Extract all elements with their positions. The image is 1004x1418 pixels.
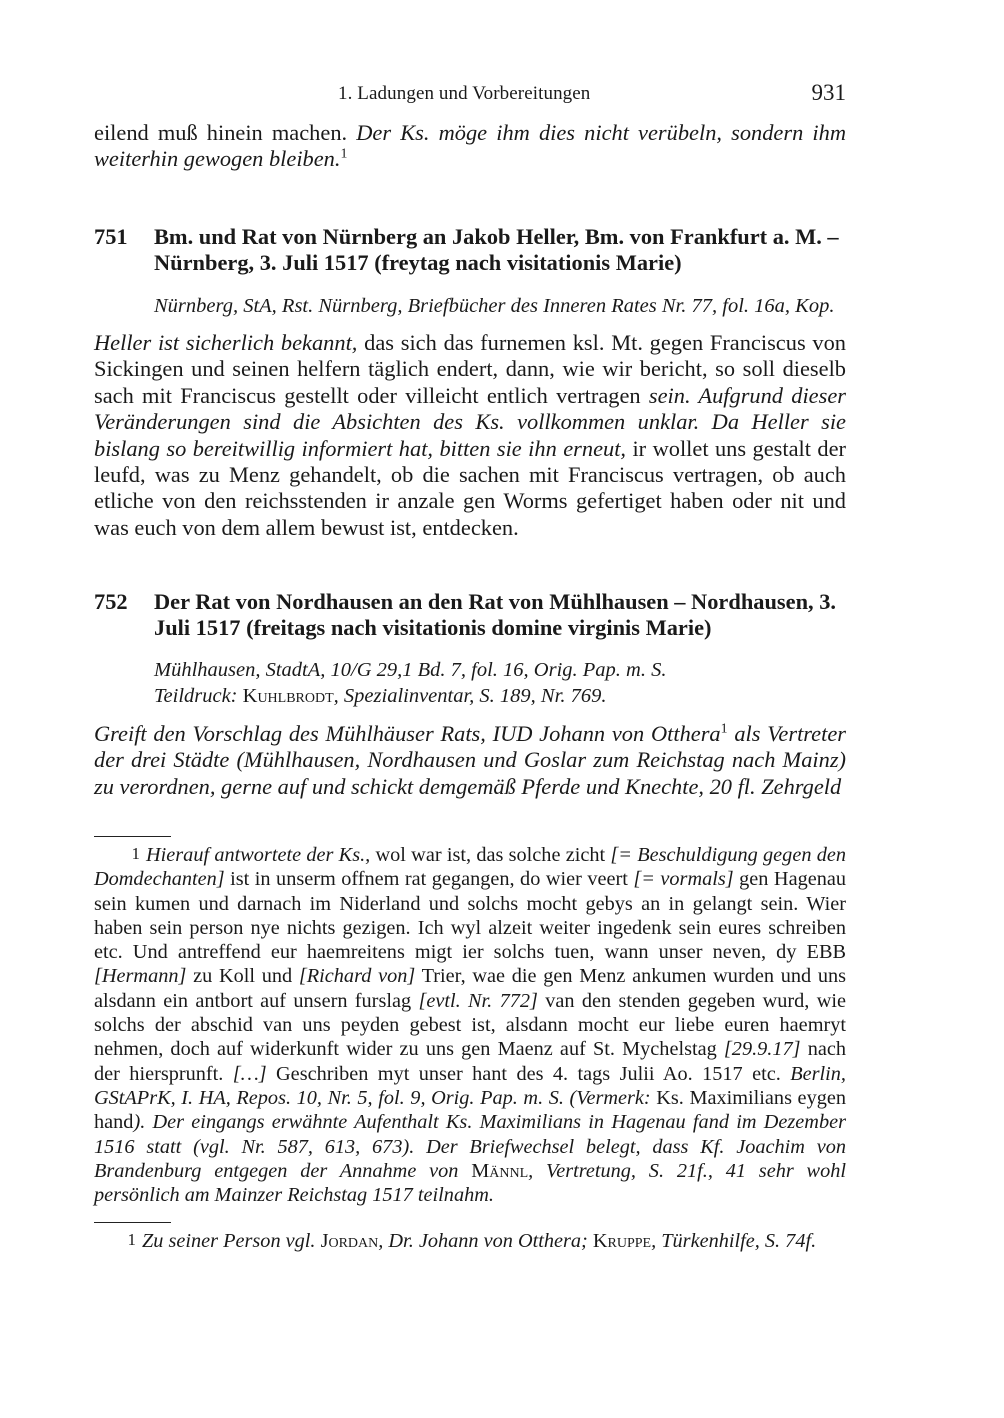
intro-paragraph <box>94 120 846 173</box>
footnote-ref: 1 <box>340 146 348 162</box>
fn-italic: Berlin, GStAPrK, I. HA, Repos. 10, Nr. 5, fol. 9, Orig. Pap. m. S. (Vermerk: <box>94 1062 846 1109</box>
doc-number: 752 <box>94 589 128 614</box>
author-name: Kuhlbrodt <box>242 685 334 707</box>
doc-title: Bm. und Rat von Nürnberg an Jakob Heller, Bm. von Frankfurt a. M. – Nürnberg, 3. Juli 1517 (freytag nach visitationis Marie) <box>154 224 839 276</box>
fn-italic: Zu seiner Person vgl. <box>142 1230 321 1252</box>
footnote-1 <box>94 842 846 1207</box>
fn-italic: [= Beschuldigung gegen den Domdechanten] <box>94 844 847 891</box>
fn-italic: [Richard von] <box>298 965 416 988</box>
fn-text: wol war ist, das solche zicht <box>370 844 611 866</box>
footnote-mark: 1 <box>127 1230 136 1249</box>
footnote-rule <box>94 1222 171 1223</box>
regest-italic: Greift den Vorschlag des Mühlhäuser Rats, IUD Johann von Otthera <box>94 721 721 746</box>
running-title: 1. Ladungen und Vorbereitungen <box>338 83 591 104</box>
regest-italic: als Vertreter der drei Städte (Mühlhausen, Nordhausen und Goslar zum Reichstag nach Mainz) zu verordnen, gerne auf und schickt demgemäß Pferde und Knechte, 20 fl. Zehrgeld <box>94 721 846 799</box>
quote-text: ir wollet uns gestalt der leufd, was zu Menz gehandelt, ob die sachen mit Franciscus vertragen, ob auch etliche von den reichsstenden ir anzale gen Worms gefertiget haben oder nit und was euch von dem allem bewust ist, entdecken. <box>94 435 846 540</box>
running-header <box>94 80 846 108</box>
fn-italic: [= vormals] <box>633 868 734 891</box>
fn-italic: , Dr. Johann von Otthera; <box>378 1230 593 1252</box>
author-name: Männl <box>471 1159 529 1182</box>
author-name: Kruppe <box>592 1230 652 1252</box>
doc-number: 751 <box>94 224 128 249</box>
doc-752-paragraph <box>94 721 846 800</box>
source-rest: , Spezialinventar, S. 189, Nr. 769. <box>333 685 607 707</box>
fn-italic: , Türkenhilfe, S. 74f. <box>651 1230 817 1252</box>
source-line <box>154 683 846 709</box>
footnote-ref: 1 <box>720 721 728 737</box>
page-number: 931 <box>811 80 846 105</box>
fn-text: zu Koll und <box>186 965 299 988</box>
source-line: Mühlhausen, StadtA, 10/G 29,1 Bd. 7, fol. 16, Orig. Pap. m. S. <box>154 659 667 681</box>
fn-italic: [Hermann] <box>94 965 187 988</box>
fn-text: nach der hiersprunft. <box>94 1038 846 1085</box>
doc-751-paragraph <box>94 330 846 541</box>
fn-text: van den stenden gegeben wurd, wie solchs der abschid van uns peyden gebest ist, alsdann mocht eur liebe euren haemryt nehmen, doch auf widerkunft wider zu uns gen Maenz auf St. Mychelstag <box>94 989 846 1061</box>
footnote-body <box>94 844 846 1206</box>
footnote-2 <box>94 1228 846 1253</box>
fn-italic: Hierauf antwortete der Ks., <box>146 844 371 866</box>
fn-italic: [evtl. Nr. 772] <box>418 989 538 1012</box>
fn-text: Geschriben myt unser hant des 4. tags Julii Ao. 1517 etc. <box>266 1062 791 1085</box>
fn-text: Ks. Maximilians eygen hand <box>94 1086 846 1134</box>
footnote-mark: 1 <box>131 844 140 863</box>
author-name: Jordan <box>320 1230 379 1252</box>
regest-italic: sein. Aufgrund dieser Veränderungen sind die Absichten des Ks. vollkommen unklar. Da Heller sie bislang so bereitwillig informiert hat, bitten sie ihn erneut, <box>94 382 846 461</box>
doc-751-source: Nürnberg, StA, Rst. Nürnberg, Briefbücher des Inneren Rates Nr. 77, fol. 16a, Kop. <box>154 295 835 317</box>
fn-text: gen Hagenau sein kumen und darnach im Niderland und solchs mocht gebys an in gelangt sein. Wier haben sein person nye nichts gezigen. Ich wyl alzeit weiter ingedenk sein eures schreiben etc. Und antreffend eur haemreitens migt ier solchs tuen, wann unser neven, dy EBB <box>94 868 846 964</box>
doc-title: Der Rat von Nordhausen an den Rat von Mühlhausen – Nordhausen, 3. Juli 1517 (freitags nach visitationis domine virginis Marie) <box>154 589 837 641</box>
fn-italic: […] <box>232 1062 267 1085</box>
quote-text: das sich das furnemen ksl. Mt. gegen Franciscus von Sickingen und seinen helfern täglich endert, dann, wie wir bericht, so soll dieselb sach mit Franciscus gestellt oder villeicht entlich vertragen <box>94 330 846 408</box>
fn-italic: ). Der eingangs erwähnte Aufenthalt Ks. Maximilians in Hagenau fand im Dezember 1516 statt (vgl. Nr. 587, 613, 673). Der Briefwechsel belegt, dass Kf. Joachim von Brandenburg entgegen der Annahme von <box>94 1111 846 1182</box>
footnote-rule <box>94 836 171 837</box>
intro-italic: Der Ks. möge ihm dies nicht verübeln, sondern ihm weiterhin gewogen bleiben. <box>94 120 846 172</box>
source-label: Teildruck: <box>154 685 243 707</box>
fn-italic: , Vertretung, S. 21f., 41 sehr wohl persönlich am Mainzer Reichstag 1517 teilnahm. <box>94 1159 846 1207</box>
regest-italic: Heller ist sicherlich bekannt, <box>94 330 358 355</box>
fn-text: Trier, wae die gen Menz ankumen wurden und uns alsdann ein antbort auf unsern furslag <box>94 965 846 1012</box>
doc-752-source <box>154 657 846 709</box>
doc-752-heading <box>94 589 846 642</box>
doc-751-heading <box>94 224 846 277</box>
intro-text: eilend muß hinein machen. <box>94 120 357 145</box>
fn-text: ist in unserm offnem rat gegangen, do wier veert <box>224 868 634 891</box>
fn-italic: [29.9.17] <box>723 1038 801 1061</box>
